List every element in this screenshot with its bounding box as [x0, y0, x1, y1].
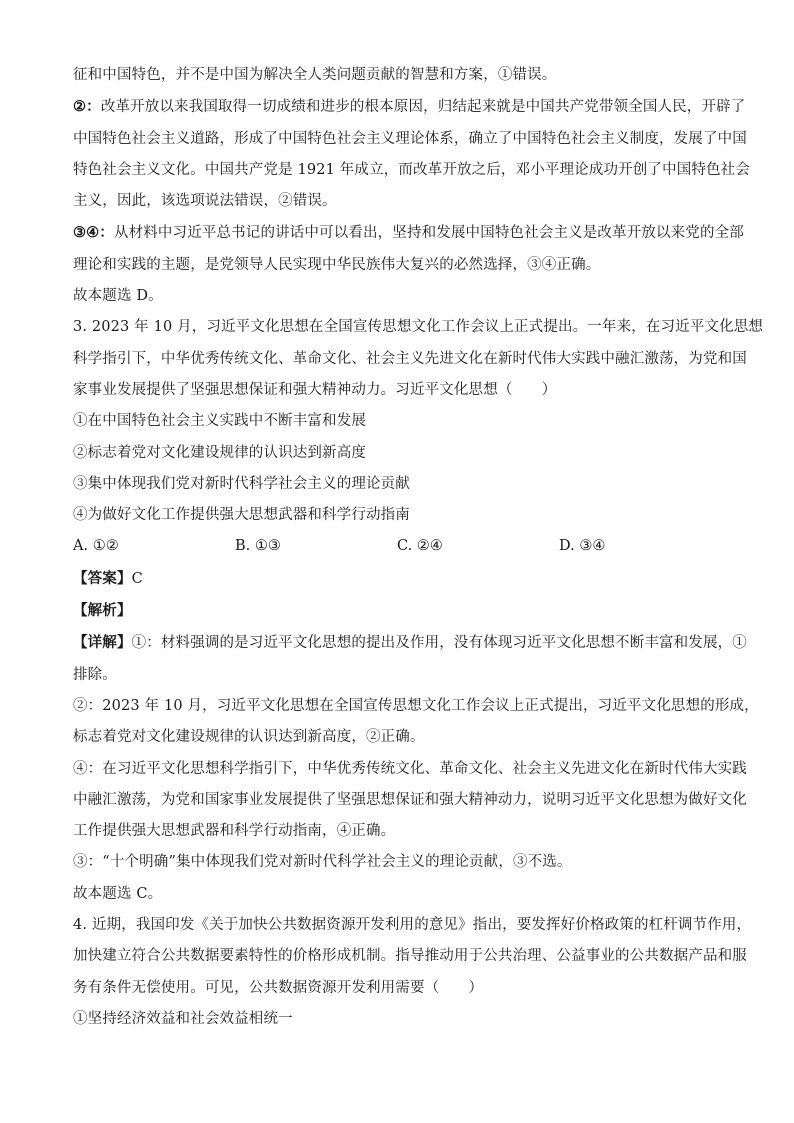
- q3-detail-4: ③：“十个明确”集中体现我们党对新时代科学社会主义的理论贡献，③不选。: [73, 854, 572, 871]
- q3-analysis-heading: [73, 595, 723, 627]
- q3-conclusion: 故本题选 C。: [73, 885, 163, 902]
- detail-label: 【详解】: [73, 634, 132, 652]
- document-page: [73, 60, 764, 1035]
- q4-stem-line-3: 务有条件无偿使用。可见，公共数据资源开发利用需要（ ）: [73, 979, 484, 996]
- q3-detail-3-line-2: 中融汇激荡，为党和国家事业发展提供了坚强思想保证和强大精神动力，说明习近平文化思想为做好文化: [73, 791, 747, 808]
- q4-stem-line-1: 4. 近期，我国印发《关于加快公共数据资源开发利用的意见》指出，要发挥好价格政策的杠杆调节作用，: [73, 917, 752, 934]
- analysis-label: 【解析】: [73, 602, 132, 620]
- q4-item-1: ①坚持经济效益和社会效益相统一: [73, 1010, 293, 1027]
- q2-conclusion: 故本题选 D。: [73, 288, 163, 305]
- point-2-label: ②：: [73, 98, 101, 116]
- q3-options: [73, 531, 723, 562]
- q3-detail-3: ④：在习近平文化思想科学指引下，中华优秀传统文化、革命文化、社会主义先进文化在新时代伟大实践: [73, 760, 747, 777]
- q3-option-a: A. ①②: [73, 538, 119, 555]
- q3-detail-1-line-2: 排除。: [73, 666, 117, 683]
- q3-item-1: ①在中国特色社会主义实践中不断丰富和发展: [73, 413, 366, 430]
- q3-stem-line-2: 科学指引下，中华优秀传统文化、革命文化、社会主义先进文化在新时代伟大实践中融汇激荡，为党和国: [73, 350, 747, 367]
- q2-analysis-point-2: [73, 91, 746, 123]
- q3-answer: [73, 563, 723, 595]
- q2-analysis-line-1: 征和中国特色，并不是中国为解决全人类问题贡献的智慧和方案，①错误。: [73, 67, 557, 83]
- q3-option-b: B. ①③: [235, 538, 281, 555]
- q3-detail-1: [73, 627, 747, 659]
- detail-1-text: ①：材料强调的是习近平文化思想的提出及作用，没有体现习近平文化思想不断丰富和发展，①: [131, 635, 747, 652]
- q3-option-d: D. ③④: [559, 538, 606, 555]
- q3-detail-3-line-3: 工作提供强大思想武器和科学行动指南，④正确。: [73, 823, 396, 840]
- q2-analysis-point-2-line-2: 中国特色社会主义道路，形成了中国特色社会主义理论体系，确立了中国特色社会主义制度，发展了中国: [73, 130, 747, 147]
- point-2-text-1: 改革开放以来我国取得一切成绩和进步的根本原因，归结起来就是中国共产党带领全国人民，开辟了: [100, 99, 746, 116]
- q3-option-c: C. ②④: [397, 538, 443, 555]
- q2-analysis-point-2-line-4: 主义，因此，该选项说法错误，②错误。: [73, 193, 337, 210]
- point-34-text-1: 从材料中习近平总书记的讲话中可以看出，坚持和发展中国特色社会主义是改革开放以来党的全部: [113, 225, 744, 242]
- q4-stem-line-2: 加快建立符合公共数据要素特性的价格形成机制。指导推动用于公共治理、公益事业的公共数据产品和服: [73, 948, 747, 965]
- q2-analysis-point-34: [73, 217, 744, 249]
- answer-label: 【答案】: [73, 569, 132, 587]
- point-34-label: ③④：: [73, 224, 114, 242]
- q3-detail-2: ②：2023 年 10 月，习近平文化思想在全国宣传思想文化工作会议上正式提出，习近平文化思想的形成，: [73, 697, 759, 714]
- q2-analysis-point-34-line-2: 理论和实践的主题，是党领导人民实现中华民族伟大复兴的必然选择，③④正确。: [73, 256, 601, 273]
- q3-stem-line-1: 3. 2023 年 10 月，习近平文化思想在全国宣传思想文化工作会议上正式提出。一年来，在习近平文化思想: [73, 319, 764, 336]
- q3-detail-2-line-2: 标志着党对文化建设规律的认识达到新高度，②正确。: [73, 729, 425, 746]
- q3-stem-line-3: 家事业发展提供了坚强思想保证和强大精神动力。习近平文化思想（ ）: [73, 381, 557, 398]
- answer-value: C: [131, 570, 143, 587]
- q2-analysis-point-2-line-3: 特色社会主义文化。中国共产党是 1921 年成立，而改革开放之后，邓小平理论成功开创了中国特色社会: [73, 161, 750, 178]
- q3-item-2: ②标志着党对文化建设规律的认识达到新高度: [73, 444, 366, 461]
- q3-item-3: ③集中体现我们党对新时代科学社会主义的理论贡献: [73, 475, 410, 492]
- q3-item-4: ④为做好文化工作提供强大思想武器和科学行动指南: [73, 507, 410, 524]
